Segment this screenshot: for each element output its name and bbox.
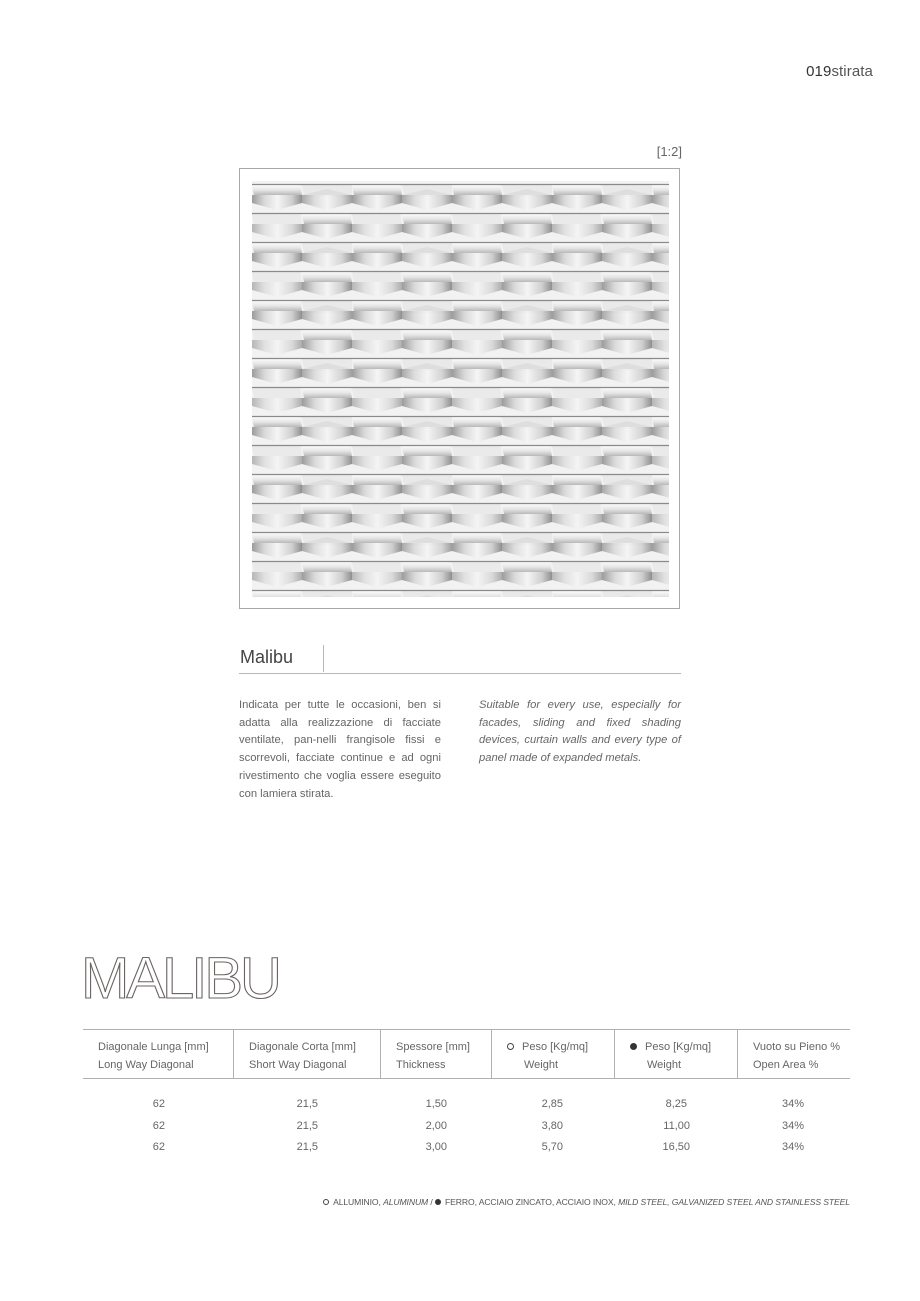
cell-short-diagonal: 21,5: [296, 1098, 318, 1110]
column-header: [491, 1030, 614, 1078]
cell-weight-aluminum: 3,80: [541, 1119, 563, 1132]
cell-weight-steel: 8,25: [665, 1098, 687, 1110]
open-circle-icon: [323, 1199, 329, 1205]
column-label-it: Spessore [mm]: [396, 1041, 470, 1053]
cell-thickness: 3,00: [425, 1141, 447, 1154]
cell-open-area: 34%: [781, 1098, 804, 1110]
scale-label: [1:2]: [656, 144, 682, 159]
cell-short-diagonal: 21,5: [296, 1141, 318, 1154]
cell-open-area: 34%: [781, 1119, 804, 1132]
column-header: [83, 1030, 233, 1078]
spec-table-body: [83, 1079, 850, 1163]
column-label-en: Open Area %: [753, 1058, 819, 1071]
heading-divider: [323, 645, 324, 672]
expanded-metal-mesh-image: [252, 181, 669, 597]
product-name: Malibu: [240, 647, 294, 667]
table-row: [83, 1141, 850, 1163]
cell-weight-aluminum: 5,70: [541, 1141, 563, 1154]
description-english: Suitable for every use, especially for facades, sliding and fixed shading devices, curtain walls and every type of panel made of expanded metals.: [479, 699, 681, 765]
cell-open-area: 34%: [781, 1141, 804, 1154]
column-label-en: Weight: [524, 1058, 559, 1071]
open-circle-icon: [507, 1043, 514, 1050]
legend-steel-en: MILD STEEL, GALVANIZED STEEL AND STAINLESS STEEL: [618, 1197, 850, 1207]
material-legend: [83, 1197, 850, 1207]
column-label-en: Weight: [647, 1058, 682, 1071]
table-row: [83, 1120, 850, 1142]
product-image-frame: [239, 168, 680, 609]
column-label-en: Short Way Diagonal: [249, 1058, 347, 1071]
page-header: [806, 63, 873, 80]
legend-aluminum-it: ALLUMINIO,: [333, 1197, 381, 1207]
column-label-it: Peso [Kg/mq]: [522, 1041, 589, 1053]
legend-separator: /: [430, 1197, 433, 1207]
column-label-it: Diagonale Corta [mm]: [249, 1041, 356, 1053]
column-label-en: Thickness: [396, 1058, 446, 1071]
description-italian: Indicata per tutte le occasioni, ben si adatta alla realizzazione di facciate ventilate, pan-nelli frangisole fissi e scorrevoli, facciate continue e ad ogni rivestimento che voglia essere eseguito con lamiera stirata.: [239, 699, 441, 800]
cell-weight-steel: 11,00: [663, 1119, 690, 1132]
column-header: [233, 1030, 380, 1078]
cell-thickness: 2,00: [425, 1119, 447, 1132]
legend-steel-it: FERRO, ACCIAIO ZINCATO, ACCIAIO INOX,: [445, 1197, 616, 1207]
page-number: 019: [806, 63, 832, 80]
column-label-it: Diagonale Lunga [mm]: [98, 1041, 209, 1053]
section-name: stirata: [831, 63, 873, 80]
column-header: [614, 1030, 737, 1078]
spec-table: [83, 1029, 850, 1163]
cell-weight-steel: 16,50: [662, 1141, 690, 1154]
cell-long-diagonal: 62: [152, 1098, 165, 1110]
cell-long-diagonal: 62: [152, 1141, 165, 1154]
column-label-it: Vuoto su Pieno %: [753, 1041, 841, 1053]
column-header: [737, 1030, 850, 1078]
cell-weight-aluminum: 2,85: [541, 1098, 563, 1110]
filled-circle-icon: [630, 1043, 637, 1050]
cell-short-diagonal: 21,5: [296, 1119, 318, 1132]
legend-aluminum-en: ALUMINUM: [383, 1197, 429, 1207]
column-header: [380, 1030, 491, 1078]
product-big-title: MALIBU: [81, 946, 279, 1011]
table-row: [83, 1098, 850, 1120]
product-heading: [239, 645, 681, 674]
cell-thickness: 1,50: [425, 1098, 447, 1110]
column-label-it: Peso [Kg/mq]: [645, 1041, 712, 1053]
filled-circle-icon: [435, 1199, 441, 1205]
column-label-en: Long Way Diagonal: [98, 1058, 194, 1071]
spec-table-header: [83, 1029, 850, 1079]
cell-long-diagonal: 62: [152, 1119, 165, 1132]
